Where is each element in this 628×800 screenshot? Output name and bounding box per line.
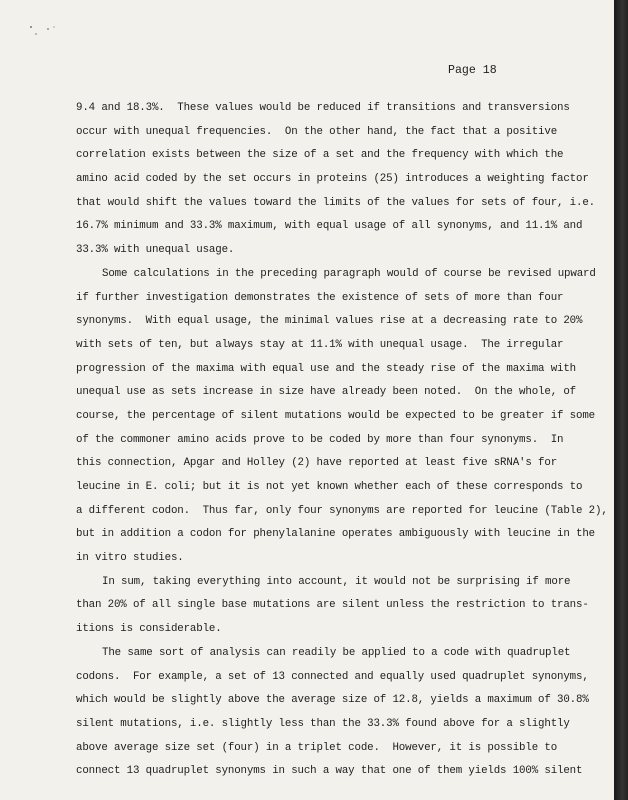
paragraph bbox=[76, 571, 589, 642]
text-line: 9.4 and 18.3%. These values would be reduced if transitions and transversions bbox=[76, 102, 570, 114]
text-line: codons. For example, a set of 13 connected and equally used quadruplet synonyms, bbox=[76, 670, 589, 683]
text-line: correlation exists between the size of a set and the frequency with which the bbox=[76, 149, 564, 162]
text-line: a different codon. Thus far, only four synonyms are reported for leucine (Table 2), bbox=[76, 504, 608, 517]
text-line: Some calculations in the preceding paragraph would of course be revised upward bbox=[102, 267, 596, 280]
text-line: this connection, Apgar and Holley (2) have reported at least five sRNA's for bbox=[76, 457, 558, 470]
text-line: progression of the maxima with equal use and the steady rise of the maxima with bbox=[76, 362, 577, 375]
text-line: 16.7% minimum and 33.3% maximum, with equal usage of all synonyms, and 11.1% and bbox=[76, 220, 583, 233]
paper-specks bbox=[28, 24, 58, 40]
text-line: connect 13 quadruplet synonyms in such a way that one of them yields 100% silent bbox=[76, 765, 583, 778]
text-line: than 20% of all single base mutations are silent unless the restriction to trans- bbox=[76, 599, 589, 612]
text-line: with sets of ten, but always stay at 11.1% with unequal usage. The irregular bbox=[76, 338, 564, 351]
paragraph bbox=[76, 642, 589, 784]
scan-edge bbox=[614, 0, 628, 800]
body-text bbox=[76, 97, 608, 784]
page-number: Page 18 bbox=[448, 64, 497, 77]
text-line: leucine in E. coli; but it is not yet known whether each of these corresponds to bbox=[76, 481, 583, 493]
text-line: above average size set (four) in a triplet code. However, it is possible to bbox=[76, 741, 558, 754]
text-line: itions is considerable. bbox=[76, 623, 222, 636]
text-line: course, the percentage of silent mutations would be expected to be greater if some bbox=[76, 409, 595, 422]
text-line: amino acid coded by the set occurs in proteins (25) introduces a weighting factor bbox=[76, 173, 589, 186]
text-line: 33.3% with unequal usage. bbox=[76, 244, 235, 257]
text-line: unequal use as sets increase in size have already been noted. On the whole, of bbox=[76, 386, 577, 399]
text-line: occur with unequal frequencies. On the other hand, the fact that a positive bbox=[76, 125, 558, 138]
text-line: of the commoner amino acids prove to be coded by more than four synonyms. In bbox=[76, 433, 564, 446]
text-line: but in addition a codon for phenylalanine operates ambiguously with leucine in the bbox=[76, 528, 595, 541]
text-line: in vitro studies. bbox=[76, 552, 184, 565]
text-line: which would be slightly above the average size of 12.8, yields a maximum of 30.8% bbox=[76, 694, 589, 707]
text-line: In sum, taking everything into account, it would not be surprising if more bbox=[102, 575, 571, 588]
paragraph bbox=[76, 97, 595, 263]
text-line: silent mutations, i.e. slightly less than the 33.3% found above for a slightly bbox=[76, 717, 570, 730]
text-line: that would shift the values toward the limits of the values for sets of four, i.e. bbox=[76, 196, 595, 209]
text-line: if further investigation demonstrates the existence of sets of more than four bbox=[76, 291, 564, 304]
text-line: synonyms. With equal usage, the minimal values rise at a decreasing rate to 20% bbox=[76, 315, 583, 328]
paragraph bbox=[76, 263, 608, 571]
text-line: The same sort of analysis can readily be applied to a code with quadruplet bbox=[102, 646, 571, 659]
